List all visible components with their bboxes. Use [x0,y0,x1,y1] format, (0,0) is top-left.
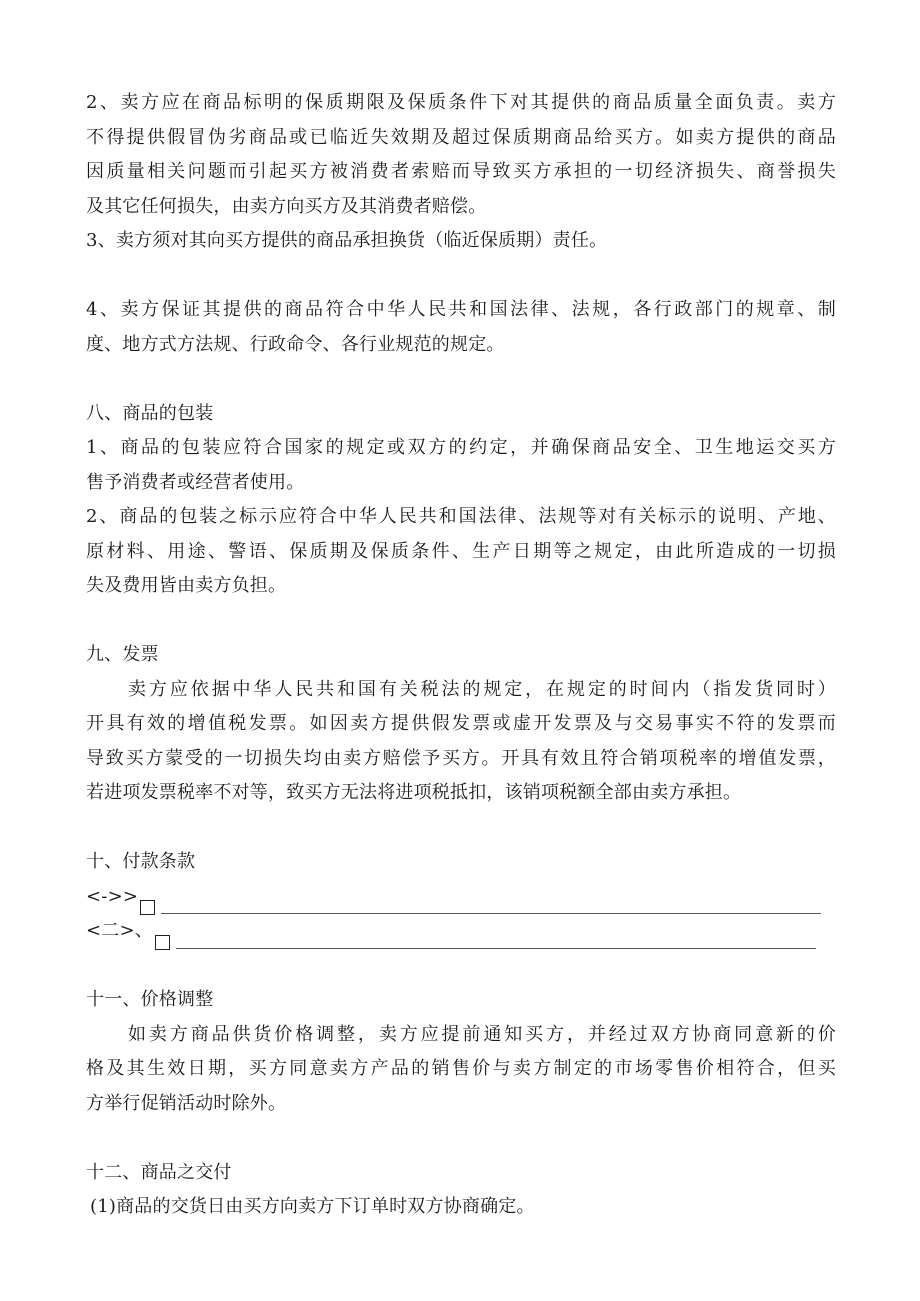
clause9-body-line4: 若进项发票税率不对等，致买方无法将进项税抵扣，该销项税额全部由卖方承担。 [86,782,742,803]
clause7-item4-line1: 4、卖方保证其提供的商品符合中华人民共和国法律、法规，各行政部门的规章、制 [86,299,836,320]
clause9-title: 九、发票 [86,644,159,665]
clause9-body-line1: 卖方应依据中华人民共和国有关税法的规定，在规定的时间内（指发货同时） [128,678,836,700]
clause11-body-line3: 方举行促销活动时除外。 [86,1092,287,1114]
clause11-title: 十一、价格调整 [86,989,214,1010]
payment-option-2 [86,914,836,949]
payment-option-1-blank[interactable] [161,889,821,914]
clause10-title: 十、付款条款 [86,851,196,872]
clause12-item1: (1)商品的交货日由买方向卖方下订单时双方协商确定。 [90,1196,535,1217]
clause7-item2-line2: 不得提供假冒伪劣商品或已临近失效期及超过保质期商品给买方。如卖方提供的商品 [86,126,836,148]
clause9-body-line2: 开具有效的增值税发票。如因卖方提供假发票或虚开发票及与交易事实不符的发票而 [86,713,836,734]
clause7-item2-line3: 因质量相关问题而引起买方被消费者索赔而导致买方承担的一切经济损失、商誉损失 [86,161,836,182]
clause9-body-line3: 导致买方蒙受的一切损失均由卖方赔偿予买方。开具有效且符合销项税率的增值发票， [86,747,836,769]
clause7-item2-line4: 及其它任何损失，由卖方向买方及其消费者赔偿。 [86,195,487,217]
payment-option-2-label: <二>、 [86,920,153,941]
document-page [86,86,836,1225]
payment-option-2-blank[interactable] [176,924,816,949]
clause11-body-line2: 格及其生效日期，买方同意卖方产品的销售价与卖方制定的市场零售价相符合，但买 [86,1058,836,1079]
clause8-item1-line2: 售予消费者或经营者使用。 [86,471,305,493]
clause8-item2-line3: 失及费用皆由卖方负担。 [86,575,287,596]
clause11-body-line1: 如卖方商品供货价格调整，卖方应提前通知买方，并经过双方协商同意新的价 [128,1023,836,1045]
clause8-item2-line1: 2、商品的包装之标示应符合中华人民共和国法律、法规等对有关标示的说明、产地、 [86,506,836,527]
clause7-item2-line1: 2、卖方应在商品标明的保质期限及保质条件下对其提供的商品质量全面负责。卖方 [86,92,836,113]
clause8-item2-line2: 原材料、用途、警语、保质期及保质条件、生产日期等之规定，由此所造成的一切损 [86,540,836,562]
clause8-item1-line1: 1、商品的包装应符合国家的规定或双方的约定，并确保商品安全、卫生地运交买方 [86,437,836,458]
clause8-title: 八、商品的包装 [86,402,214,424]
clause7-item4-line2: 度、地方式方法规、行政命令、各行业规范的规定。 [86,333,505,355]
clause7-item3: 3、卖方须对其向买方提供的商品承担换货（临近保质期）责任。 [86,230,608,251]
checkbox-icon[interactable] [155,935,170,950]
payment-option-1 [86,880,836,915]
payment-option-1-label: <->> [86,885,139,907]
checkbox-icon[interactable] [140,900,155,915]
clause12-title: 十二、商品之交付 [86,1161,232,1183]
